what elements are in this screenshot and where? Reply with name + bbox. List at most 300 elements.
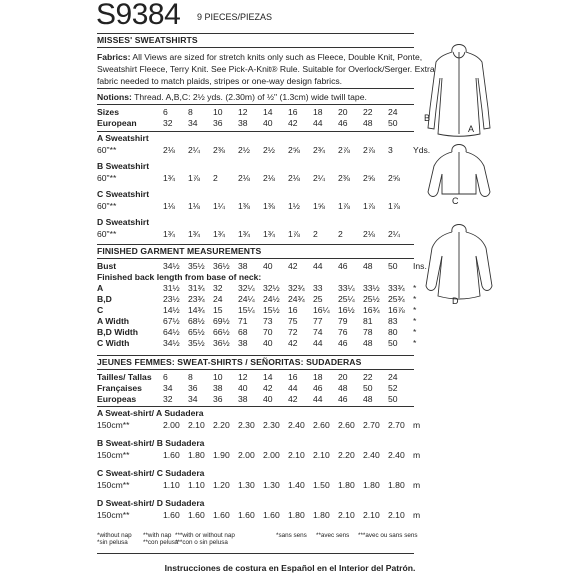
table-cell: 25 — [313, 294, 323, 304]
measurement-row — [97, 316, 433, 327]
divider — [97, 369, 414, 370]
footnote: ***with or without nap ***con o sin pelusa — [175, 532, 235, 546]
section-title-misses: MISSES' SWEATSHIRTS — [97, 35, 198, 45]
table-cell: 44 — [288, 383, 298, 393]
row-label: 60"** — [97, 173, 117, 183]
table-cell: 12 — [238, 372, 248, 382]
table-cell: 64½ — [163, 327, 180, 337]
table-cell: 40 — [263, 394, 273, 404]
table-cell: 1.80 — [288, 510, 305, 520]
table-cell: 2½ — [263, 145, 275, 155]
table-cell: 2.00 — [238, 450, 255, 460]
table-cell: 36½ — [213, 261, 230, 271]
table-cell: 1⅞ — [388, 201, 400, 211]
table-cell: 2.00 — [163, 420, 180, 430]
unit-cell: m — [413, 510, 421, 520]
table-cell: 3 — [388, 145, 393, 155]
table-cell: 44 — [313, 394, 323, 404]
french-yardage-view-label: C Sweat-shirt/ C Sudadera — [97, 468, 205, 478]
table-cell: 46 — [313, 383, 323, 393]
table-cell: 32¼ — [238, 283, 255, 293]
divider — [97, 553, 414, 554]
table-cell: 2.00 — [263, 450, 280, 460]
table-cell: 34 — [188, 118, 198, 128]
table-cell: 2 — [338, 229, 343, 239]
table-cell: 42 — [288, 394, 298, 404]
table-cell: 38 — [238, 338, 248, 348]
table-cell: 40 — [263, 338, 273, 348]
back-length-table — [97, 283, 433, 349]
table-cell: 67½ — [163, 316, 180, 326]
table-cell: 35½ — [188, 338, 205, 348]
yardage-view-label: A Sweatshirt — [97, 133, 149, 143]
sizes-table — [97, 107, 433, 129]
pattern-code: S9384 — [96, 0, 181, 31]
table-cell: 25¼ — [338, 294, 355, 304]
unit-cell: Yds. — [413, 145, 431, 155]
table-cell: 31½ — [163, 283, 180, 293]
table-cell: 1.80 — [338, 480, 355, 490]
back-length-label: Finished back length from base of neck: — [97, 272, 262, 282]
view-c-illustration — [422, 140, 497, 210]
table-cell: 1.20 — [213, 480, 230, 490]
measurement-row — [97, 283, 433, 294]
table-cell: 8 — [188, 372, 193, 382]
table-cell: 24 — [388, 372, 398, 382]
row-label: C — [97, 305, 104, 315]
table-cell: 2.30 — [263, 420, 280, 430]
table-cell: 33½ — [363, 283, 380, 293]
table-cell: 32 — [163, 394, 173, 404]
table-cell: 1.60 — [238, 510, 255, 520]
table-cell: 48 — [363, 394, 373, 404]
french-yardage-row — [97, 420, 433, 431]
table-cell: 50 — [388, 118, 398, 128]
yardage-table — [97, 145, 433, 156]
table-cell: 36 — [188, 383, 198, 393]
table-cell: 14½ — [163, 305, 180, 315]
table-cell: 20 — [338, 372, 348, 382]
footer-note: Instrucciones de costura en Español en el Interior del Patrón. — [164, 563, 416, 573]
row-label: B,D Width — [97, 327, 138, 337]
row-label: Tailles/ Tallas — [97, 372, 152, 382]
unit-cell: * — [413, 305, 417, 315]
table-cell: 1.80 — [188, 450, 205, 460]
table-cell: 32 — [163, 118, 173, 128]
table-cell: 2.40 — [363, 450, 380, 460]
yardage-table — [97, 229, 433, 240]
row-label: European — [97, 118, 137, 128]
table-cell: 2.20 — [213, 420, 230, 430]
table-cell: 74 — [313, 327, 323, 337]
unit-cell — [413, 383, 433, 394]
pieces-count: 9 PIECES/PIEZAS — [197, 12, 273, 22]
row-label: Europeas — [97, 394, 137, 404]
table-cell: 32½ — [263, 283, 280, 293]
table-cell: 1⅞ — [188, 173, 200, 183]
french-yardage-view-label: B Sweat-shirt/ B Sudadera — [97, 438, 205, 448]
table-cell: 52 — [388, 383, 398, 393]
table-cell: 1¾ — [163, 229, 175, 239]
table-cell: 15 — [213, 305, 223, 315]
table-cell: 1.60 — [163, 450, 180, 460]
table-cell: 38 — [238, 394, 248, 404]
table-cell: 38 — [238, 118, 248, 128]
table-cell: 80 — [388, 327, 398, 337]
table-cell: 2.40 — [288, 420, 305, 430]
table-cell: 42 — [288, 118, 298, 128]
table-cell: 1⅞ — [288, 229, 300, 239]
view-d-label: D — [452, 296, 459, 306]
table-cell: 10 — [213, 107, 223, 117]
table-cell: 23½ — [163, 294, 180, 304]
yardage-table — [97, 201, 433, 212]
divider — [97, 88, 414, 89]
measurement-row — [97, 327, 433, 338]
french-yardage-table — [97, 510, 433, 521]
table-cell: 1¾ — [238, 229, 250, 239]
table-cell: 40 — [263, 118, 273, 128]
table-cell: 1.60 — [213, 510, 230, 520]
table-cell: 24¾ — [288, 294, 305, 304]
french-yardage-row — [97, 450, 433, 461]
footnote: **with nap **con pelusa — [143, 532, 179, 546]
table-cell: 42 — [263, 383, 273, 393]
table-cell: 15¼ — [238, 305, 255, 315]
table-cell: 16½ — [338, 305, 355, 315]
footnote: **avec sens — [316, 532, 350, 539]
table-cell: 46 — [338, 394, 348, 404]
table-cell: 77 — [313, 316, 323, 326]
section-title-french: JEUNES FEMMES: SWEAT-SHIRTS / SEÑORITAS: SUDADERAS — [97, 357, 362, 367]
row-label: 60"** — [97, 145, 117, 155]
unit-cell: Ins. — [413, 261, 427, 271]
table-cell: 25½ — [363, 294, 380, 304]
table-cell: 1¼ — [213, 201, 225, 211]
table-cell: 1.50 — [313, 480, 330, 490]
table-cell: 2⅛ — [238, 173, 250, 183]
unit-cell: m — [413, 480, 421, 490]
yardage-view-label: C Sweatshirt — [97, 189, 150, 199]
footnote: *sans sens — [276, 532, 307, 539]
row-label: C Width — [97, 338, 130, 348]
table-cell: 2⅝ — [363, 173, 375, 183]
table-cell: 16 — [288, 305, 298, 315]
table-cell: 2⅝ — [388, 173, 400, 183]
row-label: Sizes — [97, 107, 119, 117]
table-cell: 24½ — [263, 294, 280, 304]
table-cell: 24 — [213, 294, 223, 304]
table-cell: 48 — [363, 118, 373, 128]
yardage-view-label: B Sweatshirt — [97, 161, 150, 171]
unit-cell: * — [413, 327, 417, 337]
table-cell: 6 — [163, 107, 168, 117]
table-cell: 48 — [338, 383, 348, 393]
table-cell: 10 — [213, 372, 223, 382]
table-cell: 2⅝ — [288, 145, 300, 155]
row-label: 60"** — [97, 201, 117, 211]
french-yardage-table — [97, 450, 433, 461]
table-cell: 18 — [313, 372, 323, 382]
table-cell: 75 — [288, 316, 298, 326]
divider — [97, 33, 414, 34]
unit-cell — [413, 372, 433, 383]
table-cell: 2.60 — [338, 420, 355, 430]
table-cell: 1¾ — [163, 173, 175, 183]
table-cell: 23¾ — [188, 294, 205, 304]
table-cell: 81 — [363, 316, 373, 326]
table-cell: 1⅜ — [238, 201, 250, 211]
table-cell: 1.80 — [363, 480, 380, 490]
tailles-row — [97, 372, 433, 383]
unit-cell: m — [413, 420, 421, 430]
row-label: Bust — [97, 261, 117, 271]
table-cell: 2⅞ — [338, 145, 350, 155]
french-yardage-view-label: A Sweat-shirt/ A Sudadera — [97, 408, 204, 418]
yardage-row — [97, 201, 433, 212]
view-a-illustration — [422, 38, 497, 138]
table-cell: 79 — [338, 316, 348, 326]
divider — [97, 131, 414, 132]
table-cell: 2¾ — [313, 145, 325, 155]
measurement-row — [97, 338, 433, 349]
table-cell: 76 — [338, 327, 348, 337]
yardage-view-label: D Sweatshirt — [97, 217, 150, 227]
table-cell: 46 — [338, 338, 348, 348]
table-cell: 1.80 — [388, 480, 405, 490]
table-cell: 1.30 — [263, 480, 280, 490]
table-cell: 1.60 — [188, 510, 205, 520]
table-cell: 1.10 — [163, 480, 180, 490]
table-cell: 22 — [363, 107, 373, 117]
table-cell: 50 — [363, 383, 373, 393]
table-cell: 1.40 — [288, 480, 305, 490]
francaises-row — [97, 383, 433, 394]
table-cell: 2.70 — [388, 420, 405, 430]
table-cell: 44 — [313, 261, 323, 271]
table-cell: 65½ — [188, 327, 205, 337]
table-cell: 15½ — [263, 305, 280, 315]
row-label: A — [97, 283, 104, 293]
table-cell: 2⅛ — [163, 145, 175, 155]
sizes-row — [97, 107, 433, 118]
table-cell: 32¾ — [288, 283, 305, 293]
table-cell: 1¾ — [213, 229, 225, 239]
table-cell: 2.10 — [388, 510, 405, 520]
table-cell: 2¼ — [188, 145, 200, 155]
table-cell: 14 — [263, 107, 273, 117]
unit-cell: * — [413, 338, 417, 348]
table-cell: 2⅜ — [338, 173, 350, 183]
divider — [97, 406, 414, 407]
french-yardage-table — [97, 480, 433, 491]
table-cell: 14¾ — [188, 305, 205, 315]
table-cell: 1.30 — [238, 480, 255, 490]
table-cell: 68 — [238, 327, 248, 337]
yardage-row — [97, 145, 433, 156]
table-cell: 24¼ — [238, 294, 255, 304]
table-cell: 12 — [238, 107, 248, 117]
unit-cell: * — [413, 294, 417, 304]
table-cell: 44 — [313, 338, 323, 348]
table-cell: 31¾ — [188, 283, 205, 293]
table-cell: 2.10 — [363, 510, 380, 520]
table-cell: 1¾ — [188, 229, 200, 239]
unit-cell — [413, 394, 433, 405]
unit-cell: * — [413, 316, 417, 326]
view-d-illustration — [422, 220, 497, 310]
table-cell: 50 — [388, 261, 398, 271]
table-cell: 2.40 — [388, 450, 405, 460]
measurement-row — [97, 305, 433, 316]
table-cell: 1.90 — [213, 450, 230, 460]
view-b-label: B — [424, 113, 431, 123]
fabrics-line-1: Fabrics: All Views are sized for stretch knits only such as Fleece, Double Knit, Ponte, — [97, 52, 423, 62]
table-cell: 8 — [188, 107, 193, 117]
row-label: 150cm** — [97, 420, 130, 430]
table-cell: 40 — [238, 383, 248, 393]
table-cell: 50 — [388, 394, 398, 404]
table-cell: 2⅜ — [213, 145, 225, 155]
table-cell: 16¼ — [313, 305, 330, 315]
table-cell: 1.60 — [263, 510, 280, 520]
table-cell: 16 — [288, 107, 298, 117]
table-cell: 2.10 — [313, 450, 330, 460]
table-cell: 33 — [313, 283, 323, 293]
table-cell: 2⅛ — [288, 173, 300, 183]
view-a-label: A — [468, 124, 475, 134]
yardage-row — [97, 229, 433, 240]
table-cell: 22 — [363, 372, 373, 382]
table-cell: 16¾ — [363, 305, 380, 315]
european-sizes-row — [97, 118, 433, 129]
table-cell: 2.10 — [288, 450, 305, 460]
table-cell: 2.70 — [363, 420, 380, 430]
table-cell: 78 — [363, 327, 373, 337]
table-cell: 1.10 — [188, 480, 205, 490]
table-cell: 42 — [288, 261, 298, 271]
table-cell: 35½ — [188, 261, 205, 271]
table-cell: 1½ — [288, 201, 300, 211]
table-cell: 83 — [388, 316, 398, 326]
table-cell: 16 — [288, 372, 298, 382]
table-cell: 25¾ — [388, 294, 405, 304]
notions-line: Notions: Thread. A,B,C: 2½ yds. (2.30m) of ½" (1.3cm) wide twill tape. — [97, 92, 367, 102]
table-cell: 71 — [238, 316, 248, 326]
table-cell: 34 — [188, 394, 198, 404]
bust-row — [97, 261, 433, 272]
table-cell: 2½ — [238, 145, 250, 155]
unit-cell: * — [413, 283, 417, 293]
table-cell: 2 — [313, 229, 318, 239]
fabrics-line-3: fabric needed to match plaids, stripes or one-way design fabrics. — [97, 76, 343, 86]
french-sizes-table — [97, 372, 433, 405]
table-cell: 36 — [213, 394, 223, 404]
table-cell: 2.20 — [338, 450, 355, 460]
table-cell: 2⅞ — [363, 145, 375, 155]
table-cell: 50 — [388, 338, 398, 348]
table-cell: 46 — [338, 118, 348, 128]
table-cell: 69½ — [213, 316, 230, 326]
french-yardage-row — [97, 480, 433, 491]
row-label: 60"** — [97, 229, 117, 239]
divider — [97, 47, 414, 48]
table-cell: 38 — [238, 261, 248, 271]
bust-table — [97, 261, 433, 272]
table-cell: 1⅝ — [313, 201, 325, 211]
footnote: ***avec ou sans sens — [358, 532, 418, 539]
table-cell: 66½ — [213, 327, 230, 337]
french-yardage-view-label: D Sweat-shirt/ D Sudadera — [97, 498, 205, 508]
table-cell: 6 — [163, 372, 168, 382]
europeas-row — [97, 394, 433, 405]
table-cell: 1⅞ — [338, 201, 350, 211]
table-cell: 1⅛ — [163, 201, 175, 211]
row-label: B,D — [97, 294, 112, 304]
table-cell: 38 — [213, 383, 223, 393]
table-cell: 2¼ — [388, 229, 400, 239]
table-cell: 72 — [288, 327, 298, 337]
yardage-table — [97, 173, 433, 184]
table-cell: 1⅛ — [188, 201, 200, 211]
footnote: *without nap *sin pelusa — [97, 532, 132, 546]
fabrics-line-2: Sweatshirt Fleece, Terry Knit. See Pick-A-Knit® Rule. Suitable for Overlock/Serger. Extra — [97, 64, 435, 74]
table-cell: 2.10 — [188, 420, 205, 430]
table-cell: 46 — [338, 261, 348, 271]
table-cell: 2.30 — [238, 420, 255, 430]
table-cell: 34½ — [163, 338, 180, 348]
table-cell: 70 — [263, 327, 273, 337]
unit-cell: m — [413, 450, 421, 460]
table-cell: 36½ — [213, 338, 230, 348]
table-cell: 48 — [363, 338, 373, 348]
row-label: A Width — [97, 316, 130, 326]
table-cell: 14 — [263, 372, 273, 382]
table-cell: 33¾ — [388, 283, 405, 293]
table-cell: 34½ — [163, 261, 180, 271]
table-cell: 2⅛ — [363, 229, 375, 239]
table-cell: 68½ — [188, 316, 205, 326]
table-cell: 44 — [313, 118, 323, 128]
divider — [97, 104, 414, 105]
table-cell: 42 — [288, 338, 298, 348]
french-yardage-table — [97, 420, 433, 431]
french-yardage-row — [97, 510, 433, 521]
table-cell: 20 — [338, 107, 348, 117]
table-cell: 33¼ — [338, 283, 355, 293]
table-cell: 34 — [163, 383, 173, 393]
view-c-label: C — [452, 196, 459, 206]
row-label: 150cm** — [97, 510, 130, 520]
table-cell: 73 — [263, 316, 273, 326]
table-cell: 2⅛ — [263, 173, 275, 183]
table-cell: 36 — [213, 118, 223, 128]
table-cell: 1.60 — [163, 510, 180, 520]
table-cell: 1.80 — [313, 510, 330, 520]
measurement-row — [97, 294, 433, 305]
divider — [97, 244, 414, 245]
table-cell: 16⅞ — [388, 305, 405, 315]
row-label: 150cm** — [97, 480, 130, 490]
row-label: Françaises — [97, 383, 142, 393]
table-cell: 1¾ — [263, 229, 275, 239]
section-title-finished: FINISHED GARMENT MEASUREMENTS — [97, 246, 262, 256]
table-cell: 18 — [313, 107, 323, 117]
table-cell: 24 — [388, 107, 398, 117]
row-label: 150cm** — [97, 450, 130, 460]
table-cell: 32 — [213, 283, 223, 293]
table-cell: 2.10 — [338, 510, 355, 520]
